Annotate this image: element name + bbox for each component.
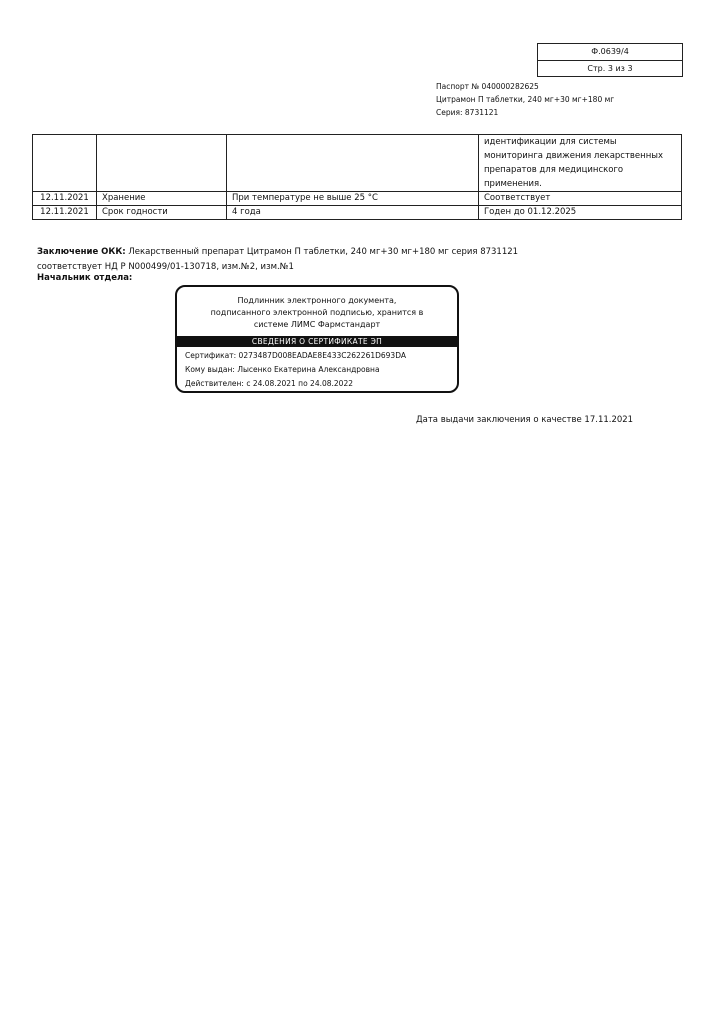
passport-info [436,80,614,119]
conclusion-label: Заключение ОКК: [37,247,126,257]
department-head-label: Начальник отдела: [37,273,133,283]
table-cell-test: Срок годности [97,206,227,220]
table-row [33,135,682,192]
table-cell-note: идентификации для системы мониторинга движения лекарственных препаратов для медицинского применения. [479,135,682,192]
table-cell-norm: 4 года [227,206,479,220]
table-row [33,206,682,220]
table-cell-norm: При температуре не выше 25 °С [227,192,479,206]
stamp-title-line: системе ЛИМС Фармстандарт [253,320,381,329]
stamp-title-line: Подлинник электронного документа, [237,296,397,305]
conclusion-text: Лекарственный препарат Цитрамон П таблетки, 240 мг+30 мг+180 мг серия 8731121 соответствует НД Р N000499/01-130718, изм.№2, изм.№1 [37,247,519,272]
table-row [33,192,682,206]
table-cell-test: Хранение [97,192,227,206]
table-cell-result: Соответствует [479,192,682,206]
electronic-signature-stamp [175,285,459,393]
results-table [32,134,682,220]
issue-date: Дата выдачи заключения о качестве 17.11.2021 [416,415,634,425]
table-cell-date: 12.11.2021 [33,192,97,206]
stamp-validity: Действителен: с 24.08.2021 по 24.08.2022 [185,379,353,388]
table-cell [33,135,97,192]
table-cell [97,135,227,192]
product-name: Цитрамон П таблетки, 240 мг+30 мг+180 мг [436,95,615,104]
form-code: Ф.0639/4 [591,47,629,56]
stamp-issued-to: Кому выдан: Лысенко Екатерина Александровна [185,365,380,374]
stamp-certificate-header: СВЕДЕНИЯ О СЕРТИФИКАТЕ ЭП [177,336,457,347]
stamp-title-line: подписанного электронной подписью, хранится в [210,308,424,317]
form-code-box [537,43,683,77]
page-number: Стр. 3 из 3 [538,60,682,77]
series-number: Серия: 8731121 [436,108,499,117]
stamp-title [177,295,457,331]
conclusion [37,245,577,275]
passport-number: Паспорт № 040000282625 [436,82,539,91]
stamp-certificate: Сертификат: 0273487D008EADAE8E433C262261D693DA [185,351,406,360]
table-cell-date: 12.11.2021 [33,206,97,220]
table-cell [227,135,479,192]
table-cell-result: Годен до 01.12.2025 [479,206,682,220]
